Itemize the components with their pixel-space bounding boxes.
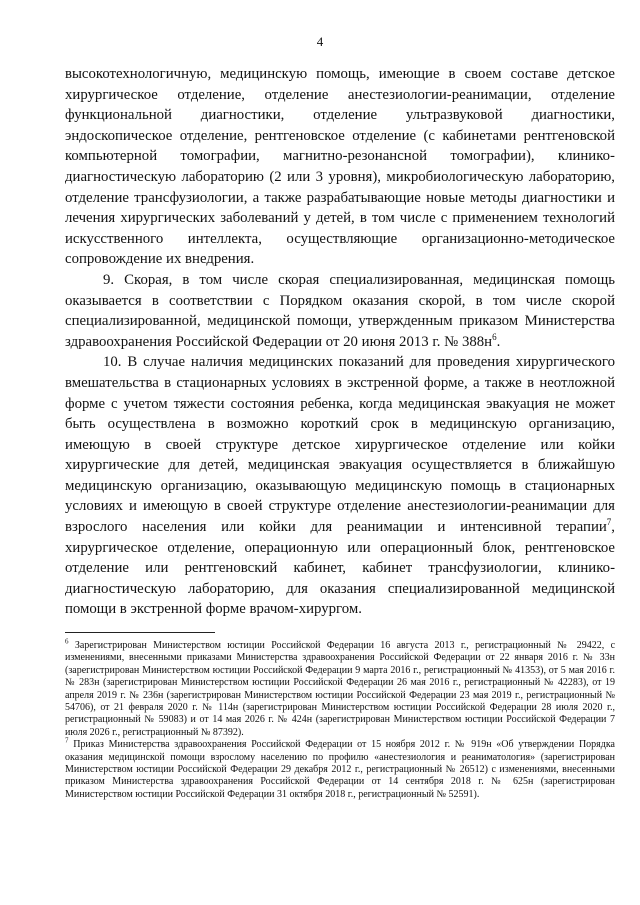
footnote-6 — [65, 637, 616, 739]
footnote-mark: 7 — [65, 736, 69, 745]
footnote-ref-7[interactable]: 7 — [606, 517, 612, 528]
footnote-mark: 6 — [65, 637, 69, 646]
paragraph-10 — [65, 352, 615, 620]
paragraph-9-end: . — [496, 333, 501, 350]
paragraph-9 — [65, 270, 615, 352]
paragraph-10-rest: , хирургическое отделение, операционную или операционный блок, рентгеновское отделение или рентгеновский кабинет, кабинет трансфузиологии, клинико-диагностическую лабораторию, для оказания специализированной медицинской помощи в экстренной форме врачом-хирургом. — [65, 519, 615, 618]
paragraph-8-continuation: высокотехнологичную, медицинскую помощь, имеющие в своем составе детское хирургическое отделение, отделение анестезиологии-реанимации, отделение функциональной диагностики, отделение ультразвуковой диагностики, эндоскопическое отделение, рентгеновское отделение (с кабинетами рентгеновской компьютерной томографии, магнитно-резонансной томографии), клинико-диагностическую лабораторию (2 или 3 уровня), микробиологическую лабораторию, отделение трансфузиологии, а также разрабатывающие новые методы диагностики и лечения хирургических заболеваний у детей, в том числе с применением технологий искусственного интеллекта, осуществляющие организационно-методическое сопровождение их внедрения. — [65, 66, 615, 268]
page-number: 4 — [316, 34, 324, 49]
footnote-text: Зарегистрирован Министерством юстиции Российской Федерации 16 августа 2013 г., регистрационный № 29422, с изменениями, внесенными приказами Министерства здравоохранения Российской Федерации от 22 января 2016 г. № 33н (зарегистрирован Министерством юстиции Российской Федерации 9 марта 2016 г., регистрационный № 41353), от 5 мая 2016 г. № 283н (зарегистрирован Министерством юстиции Российской Федерации 26 мая 2016 г., регистрационный № 42283), от 19 апреля 2019 г. № 236н (зарегистрирован Министерством юстиции Российской Федерации 23 мая 2019 г., регистрационный № 54706), от 21 февраля 2020 г. № 114н (зарегистрирован Министерством юстиции Российской Федерации 28 июля 2020 г., регистрационный № 59083) и от 14 мая 2026 г. № 424н (зарегистрирован Министерством юстиции Российской Федерации 7 июля 2026 г., регистрационный № 87392). — [65, 640, 616, 738]
footnote-ref-6[interactable]: 6 — [492, 331, 497, 342]
paragraph-9-text: 9. Скорая, в том числе скорая специализированная, медицинская помощь оказывается в соответствии с Порядком оказания скорой, в том числе скорой специализированной, медицинской помощи, утвержденным приказом Министерства здравоохранения Российской Федерации от 20 июня 2013 г. № 388н — [65, 271, 615, 350]
footnote-7 — [65, 736, 615, 801]
document-body — [65, 64, 615, 620]
footnote-text: Приказ Министерства здравоохранения Российской Федерации от 15 ноября 2012 г. № 919н «Об утверждении Порядка оказания медицинской помощи взрослому населению по профилю «анестезиология и реаниматология» (зарегистрирован Министерством юстиции Российской Федерации 29 декабря 2012 г., регистрационный № 26512) с изменениями, внесенными приказом Министерства здравоохранения Российской Федерации от 14 сентября 2018 г. № 625н (зарегистрирован Министерством юстиции Российской Федерации 31 октября 2018 г., регистрационный № 52591). — [65, 739, 615, 800]
paragraph-10-text: 10. В случае наличия медицинских показаний для проведения хирургического вмешательства в стационарных условиях в экстренной форме, а также в неотложной форме с учетом тяжести состояния ребенка, когда медицинская эвакуация не может быть осуществлена в возможно короткий срок в медицинскую организацию, имеющую в своей структуре детское хирургическое отделение или койки хирургические для детей, медицинская эвакуация осуществляется в ближайшую медицинскую организацию, оказывающую медицинскую помощь в стационарных условиях и имеющую в своей структуре отделение анестезиологии-реанимации для взрослого населения или койки для реанимации и интенсивной терапии — [65, 354, 615, 536]
footnotes — [65, 637, 616, 801]
footnote-divider — [65, 632, 215, 633]
